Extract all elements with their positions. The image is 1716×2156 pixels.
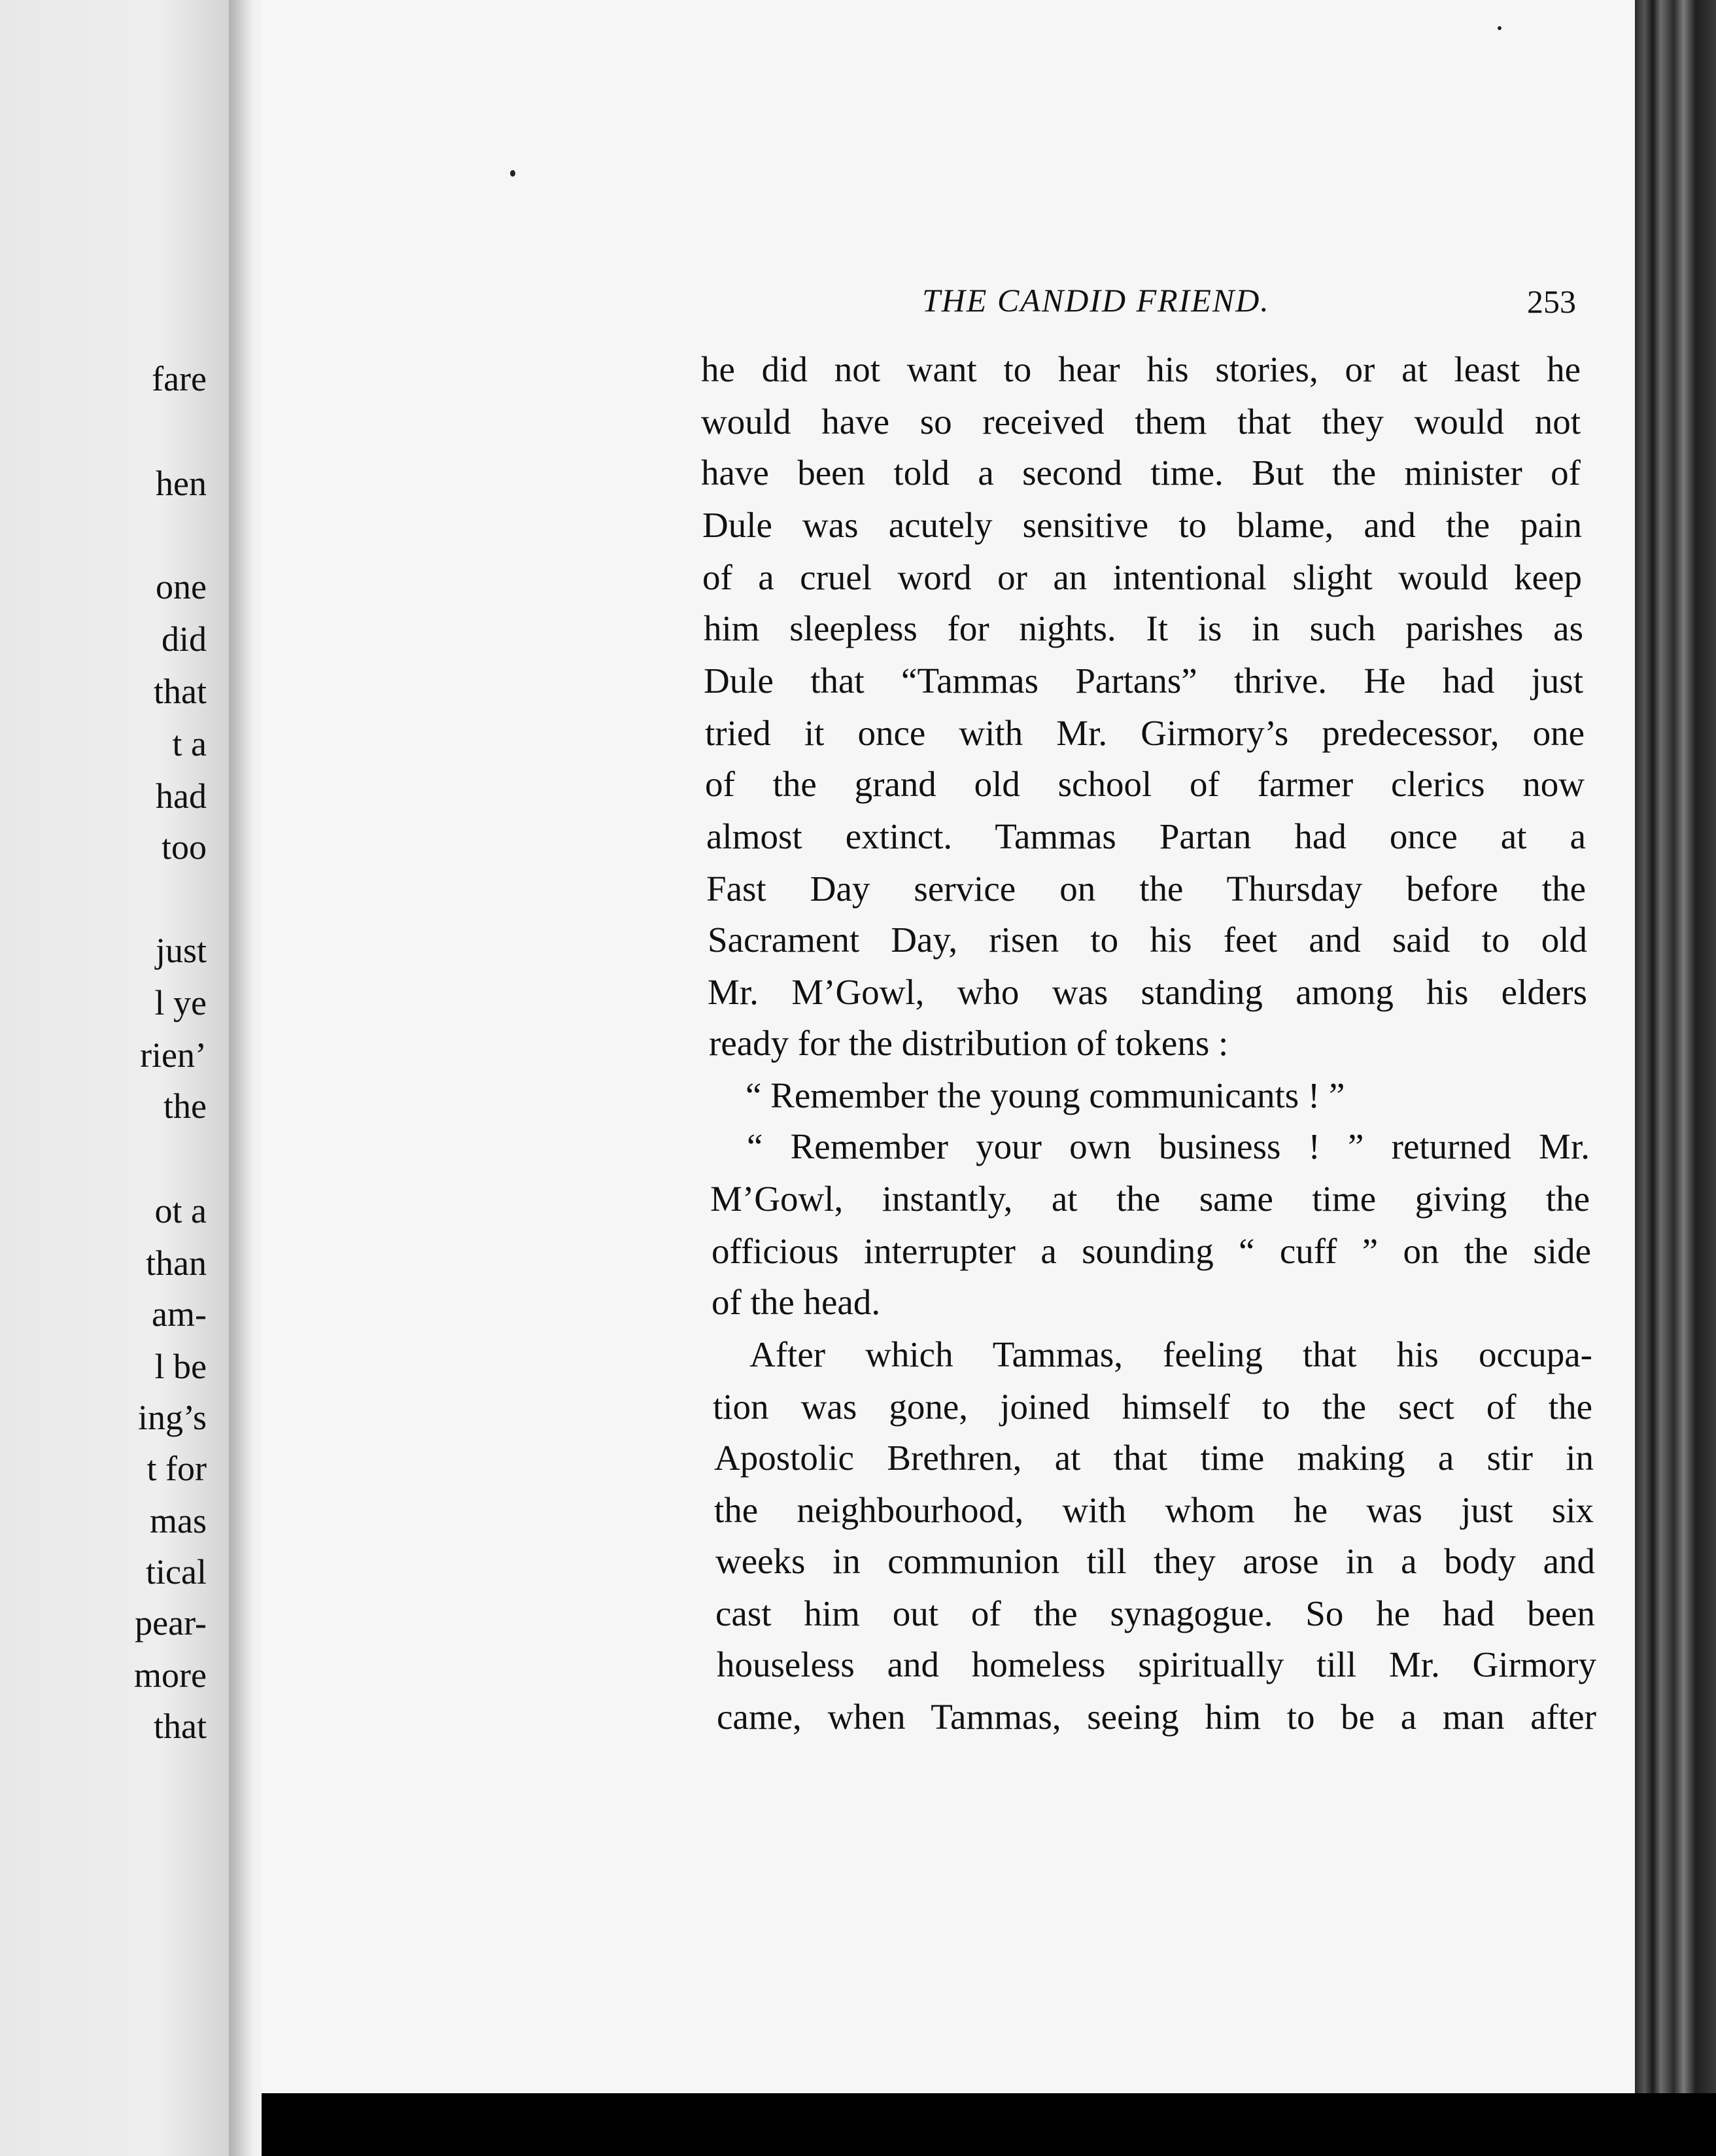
body-line: almost extinct. Tammas Partan had once at a	[706, 816, 1586, 856]
facing-page-line: more	[134, 1656, 207, 1695]
body-line: houseless and homeless spiritually till Mr. Girmory	[717, 1644, 1596, 1684]
body-line: Fast Day service on the Thursday before the	[706, 869, 1586, 909]
body-line: he did not want to hear his stories, or at least he	[701, 349, 1581, 389]
facing-page-line: that	[154, 1707, 207, 1746]
facing-page-line: just	[155, 931, 207, 970]
facing-page-line: one	[156, 567, 207, 606]
body-line: Dule that “Tammas Partans” thrive. He had just	[704, 661, 1583, 701]
body-line: Sacrament Day, risen to his feet and said to old	[708, 920, 1587, 960]
body-line: him sleepless for nights. It is in such parishes as	[704, 608, 1583, 648]
body-line: M’Gowl, instantly, at the same time giving the	[710, 1179, 1590, 1219]
facing-page-line: t for	[146, 1449, 207, 1488]
body-line: of a cruel word or an intentional slight would keep	[702, 557, 1582, 597]
body-line: After which Tammas, feeling that his occupa-	[749, 1334, 1592, 1374]
body-line: Dule was acutely sensitive to blame, and the pain	[702, 505, 1582, 545]
facing-page-line: am-	[152, 1295, 207, 1334]
body-line: “ Remember your own business ! ” returned Mr.	[747, 1126, 1590, 1166]
body-line: ready for the distribution of tokens :	[709, 1023, 1229, 1063]
facing-page-line: t a	[172, 724, 207, 763]
body-line: Apostolic Brethren, at that time making a stir in	[714, 1438, 1594, 1478]
facing-page-line: tical	[146, 1552, 207, 1591]
scan-border	[262, 2093, 1716, 2156]
facing-page-line: mas	[150, 1501, 207, 1540]
scan-speck	[510, 170, 515, 177]
facing-page-line: ing’s	[137, 1398, 207, 1437]
facing-page-line: ot a	[154, 1191, 207, 1230]
facing-page-line: the	[163, 1087, 207, 1126]
body-line: of the grand old school of farmer clerics now	[705, 764, 1585, 804]
body-line: would have so received them that they would not	[701, 402, 1581, 442]
body-line: tried it once with Mr. Girmory’s predecessor, one	[705, 713, 1585, 753]
page-number: 253	[1527, 283, 1576, 320]
body-line: Mr. M’Gowl, who was standing among his elders	[708, 972, 1587, 1012]
facing-page-line: than	[146, 1243, 207, 1283]
body-line: the neighbourhood, with whom he was just six	[714, 1490, 1594, 1530]
book-edge	[1635, 0, 1716, 2156]
running-head: THE CANDID FRIEND.	[922, 282, 1270, 319]
body-line: “ Remember the young communicants ! ”	[746, 1075, 1345, 1115]
facing-page-line: pear-	[135, 1603, 207, 1643]
facing-page-line: too	[161, 827, 207, 867]
body-line: have been told a second time. But the minister of	[701, 453, 1581, 493]
facing-page-line: had	[156, 776, 207, 816]
facing-page-line: hen	[156, 464, 207, 503]
body-line: of the head.	[712, 1282, 881, 1322]
facing-page-line: l ye	[154, 983, 207, 1022]
body-line: came, when Tammas, seeing him to be a man after	[717, 1697, 1596, 1737]
body-line: officious interrupter a sounding “ cuff ” on the side	[712, 1231, 1591, 1271]
book-page	[262, 0, 1635, 2093]
scan-speck	[1498, 26, 1502, 30]
body-line: weeks in communion till they arose in a body and	[715, 1541, 1595, 1581]
facing-page-line: rien’	[140, 1035, 207, 1075]
facing-page-line: l be	[154, 1347, 207, 1386]
body-line: tion was gone, joined himself to the sect of the	[713, 1387, 1592, 1427]
body-line: cast him out of the synagogue. So he had been	[715, 1593, 1595, 1633]
facing-page-line: did	[161, 619, 207, 659]
facing-page-line: that	[154, 672, 207, 711]
facing-page-line: fare	[152, 359, 207, 398]
facing-page-fragment	[0, 0, 229, 2156]
